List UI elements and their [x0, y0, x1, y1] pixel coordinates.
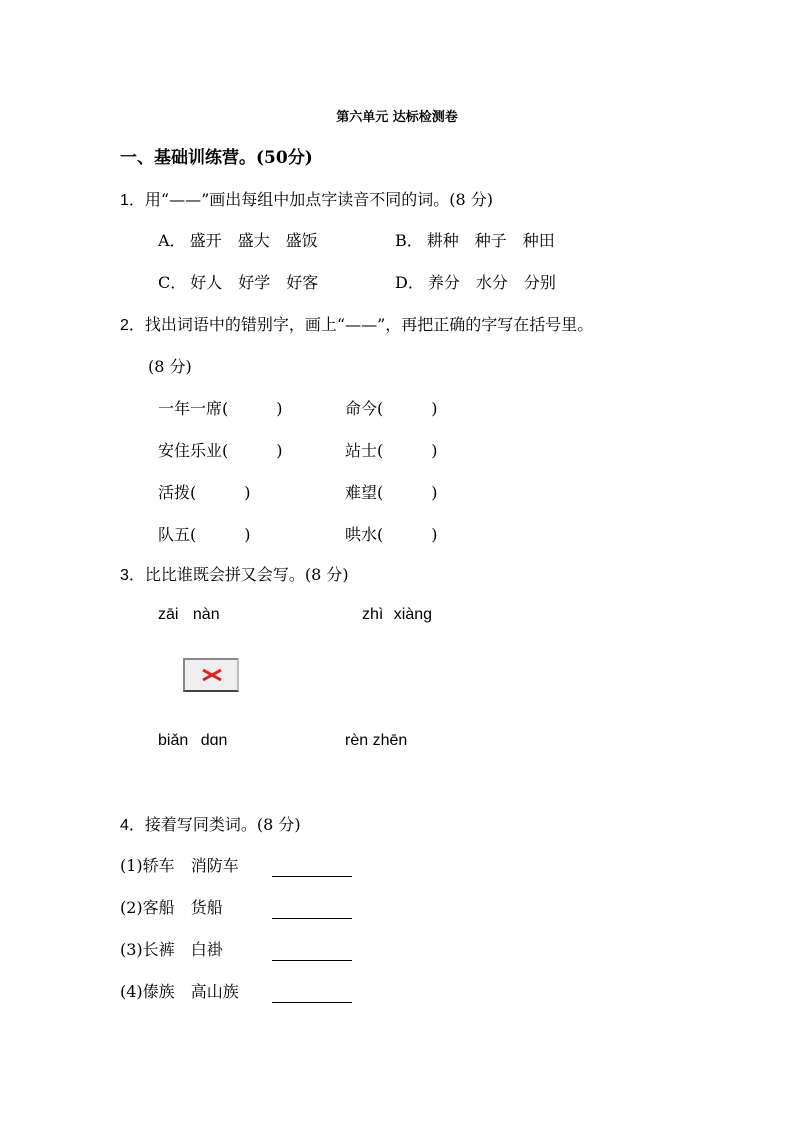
option-word: 种子 [474, 231, 507, 250]
question-text: 用“——”画出每组中加点字读音不同的词。(8 分) [144, 190, 494, 209]
fill-item: 队五( ) [158, 525, 251, 544]
question-number: 3 [120, 567, 129, 584]
option-label: D． [395, 273, 424, 292]
fill-item: 站士( ) [345, 441, 438, 460]
answer-blank[interactable] [272, 988, 352, 1006]
fill-item: 安住乐业( ) [158, 441, 283, 460]
option-word: 盛饭 [285, 231, 318, 250]
option-word: 水分 [475, 273, 508, 292]
list-item: (2)客船 货船 [120, 898, 223, 917]
option-c [158, 275, 334, 291]
question-number: 1 [120, 192, 129, 209]
option-d [395, 275, 572, 291]
question-number: 4 [120, 817, 129, 834]
question-2: 2．找出词语中的错别字，画上“——”，再把正确的字写在括号里。 [120, 315, 594, 334]
fill-item: 命今( ) [345, 399, 438, 418]
option-label: A． [158, 231, 186, 250]
option-word: 好人 [190, 273, 223, 292]
option-word: 盛开 [189, 231, 222, 250]
option-word: 好客 [286, 273, 319, 292]
option-label: B． [395, 231, 423, 250]
question-text: 比比谁既会拼又会写。(8 分) [144, 565, 349, 584]
fill-item: 活拨( ) [158, 483, 251, 502]
option-a [158, 233, 334, 249]
pinyin: rèn zhēn [345, 732, 408, 749]
fill-item: 一年一席( ) [158, 399, 283, 418]
question-text: 找出词语中的错别字，画上“——”，再把正确的字写在括号里。 [144, 315, 594, 334]
page-title: 第六单元 达标检测卷 [336, 110, 458, 125]
pinyin: biǎn dɑn [158, 732, 228, 749]
option-word: 耕种 [426, 231, 459, 250]
fill-item: 难望( ) [345, 483, 438, 502]
option-word: 种田 [522, 231, 555, 250]
question-1: 1．用“——”画出每组中加点字读音不同的词。(8 分) [120, 190, 494, 209]
list-item: (1)轿车 消防车 [120, 856, 239, 875]
option-b [395, 233, 571, 249]
section-1-heading: 一、基础训练营。(50分) [120, 148, 313, 168]
question-3: 3．比比谁既会拼又会写。(8 分) [120, 565, 349, 584]
question-text: 接着写同类词。(8 分) [144, 815, 301, 834]
fill-item: 哄水( ) [345, 525, 438, 544]
question-4: 4．接着写同类词。(8 分) [120, 815, 301, 834]
question-number: 2 [120, 317, 129, 334]
list-item: (4)傣族 高山族 [120, 982, 239, 1001]
pinyin: zāi nàn [158, 606, 220, 623]
option-word: 好学 [238, 273, 271, 292]
question-score: (8 分) [148, 357, 192, 376]
option-word: 盛大 [237, 231, 270, 250]
answer-blank[interactable] [272, 946, 352, 964]
answer-blank[interactable] [272, 904, 352, 922]
option-word: 养分 [427, 273, 460, 292]
pinyin: zhì xiàng [362, 606, 433, 623]
broken-image-icon [183, 658, 239, 692]
answer-blank[interactable] [272, 862, 352, 880]
option-word: 分别 [523, 273, 556, 292]
list-item: (3)长裤 白褂 [120, 940, 223, 959]
option-label: C． [158, 273, 187, 292]
